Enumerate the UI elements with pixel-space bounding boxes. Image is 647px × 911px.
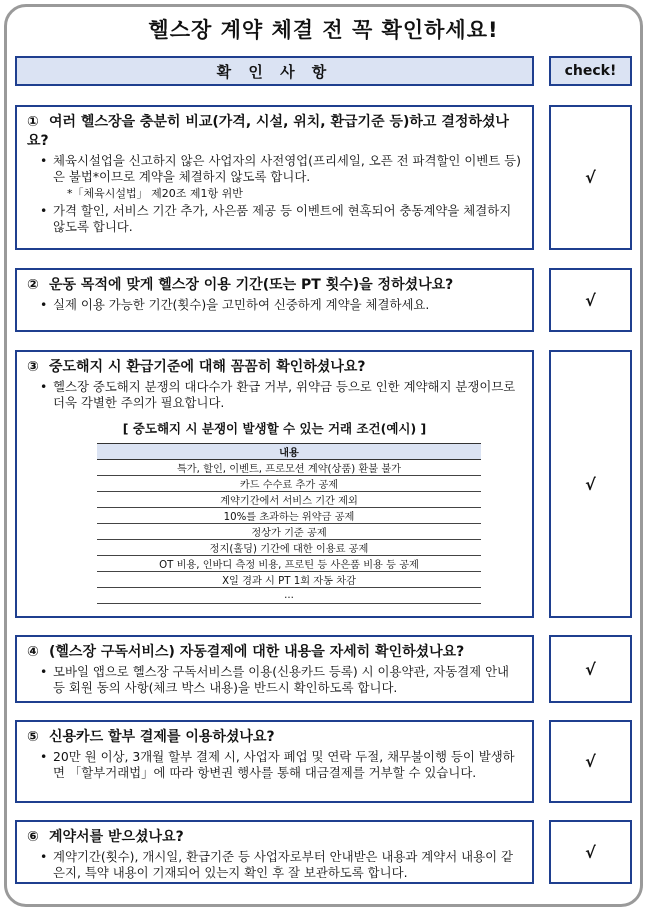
item-2-check[interactable]: √ <box>549 268 632 332</box>
item-3-bullet-1: • 헬스장 중도해지 분쟁의 대다수가 환급 거부, 위약금 등으로 인한 계약해지 분쟁이므로 더욱 각별한 주의가 필요합니다. <box>27 379 522 411</box>
page-title: 헬스장 계약 체결 전 꼭 확인하세요! <box>148 18 499 42</box>
table-row: 정상가 기준 공제 <box>97 524 481 540</box>
table-row: 계약기간에서 서비스 기간 제외 <box>97 492 481 508</box>
item-4-question: ④ (헬스장 구독서비스) 자동결제에 대한 내용을 자세히 확인하셨나요? <box>27 644 465 660</box>
item-2-question: ② 운동 목적에 맞게 헬스장 이용 기간(또는 PT 횟수)을 정하셨나요? <box>27 277 454 293</box>
item-5-bullet-1: • 20만 원 이상, 3개월 할부 결제 시, 사업자 폐업 및 연락 두절, 채무불이행 등이 발생하면 「할부거래법」에 따라 항변권 행사를 통해 대금결제를 거부할 수 있습니다. <box>27 749 522 781</box>
item-1-check[interactable]: √ <box>549 105 632 250</box>
dispute-table-header: 내용 <box>97 444 481 460</box>
item-6-check[interactable]: √ <box>549 820 632 884</box>
item-2-bullet-1: • 실제 이용 가능한 기간(횟수)을 고민하여 신중하게 계약을 체결하세요. <box>27 297 522 313</box>
item-4-check[interactable]: √ <box>549 635 632 703</box>
table-row: X일 경과 시 PT 1회 자동 차감 <box>97 572 481 588</box>
item-4 <box>15 635 534 703</box>
dispute-table-title: [ 중도해지 시 분쟁이 발생할 수 있는 거래 조건(예시) ] <box>122 421 427 436</box>
item-1-note: *「체육시설법」 제20조 제1항 위반 <box>67 187 243 200</box>
item-1-question: ① 여러 헬스장을 충분히 비교(가격, 시설, 위치, 환급기준 등)하고 결정하셨나요? <box>27 114 509 149</box>
item-3 <box>15 350 534 618</box>
table-row: 카드 수수료 추가 공제 <box>97 476 481 492</box>
table-row: ... <box>97 588 481 604</box>
header-confirm: 확 인 사 항 <box>15 56 534 86</box>
item-6-bullet-1: • 계약기간(횟수), 개시일, 환급기준 등 사업자로부터 안내받은 내용과 계약서 내용이 같은지, 특약 내용이 기재되어 있는지 확인 후 잘 보관하도록 합니다. <box>27 849 522 881</box>
item-3-check[interactable]: √ <box>549 350 632 618</box>
item-4-bullet-1: • 모바일 앱으로 헬스장 구독서비스를 이용(신용카드 등록) 시 이용약관, 자동결제 안내 등 회원 동의 사항(체크 박스 내용)을 반드시 확인하도록 합니다. <box>27 664 522 696</box>
header-check: check! <box>549 56 632 86</box>
item-5 <box>15 720 534 803</box>
table-row: 특가, 할인, 이벤트, 프로모션 계약(상품) 환불 불가 <box>97 460 481 476</box>
item-5-check[interactable]: √ <box>549 720 632 803</box>
item-1-bullet-2: • 가격 할인, 서비스 기간 추가, 사은품 제공 등 이벤트에 현혹되어 충동계약을 체결하지 않도록 합니다. <box>27 203 522 235</box>
item-1 <box>15 105 534 250</box>
dispute-table <box>97 443 481 604</box>
table-row: 10%를 초과하는 위약금 공제 <box>97 508 481 524</box>
item-6 <box>15 820 534 884</box>
table-row: 정지(홀딩) 기간에 대한 이용료 공제 <box>97 540 481 556</box>
item-2 <box>15 268 534 332</box>
item-1-bullet-1: • 체육시설업을 신고하지 않은 사업자의 사전영업(프리세일, 오픈 전 파격할인 이벤트 등)은 불법*이므로 계약을 체결하지 않도록 합니다. <box>27 153 522 185</box>
item-3-question: ③ 중도해지 시 환급기준에 대해 꼼꼼히 확인하셨나요? <box>27 359 366 375</box>
item-6-question: ⑥ 계약서를 받으셨나요? <box>27 829 184 845</box>
item-5-question: ⑤ 신용카드 할부 결제를 이용하셨나요? <box>27 729 275 745</box>
table-row: OT 비용, 인바디 측정 비용, 프로틴 등 사은품 비용 등 공제 <box>97 556 481 572</box>
